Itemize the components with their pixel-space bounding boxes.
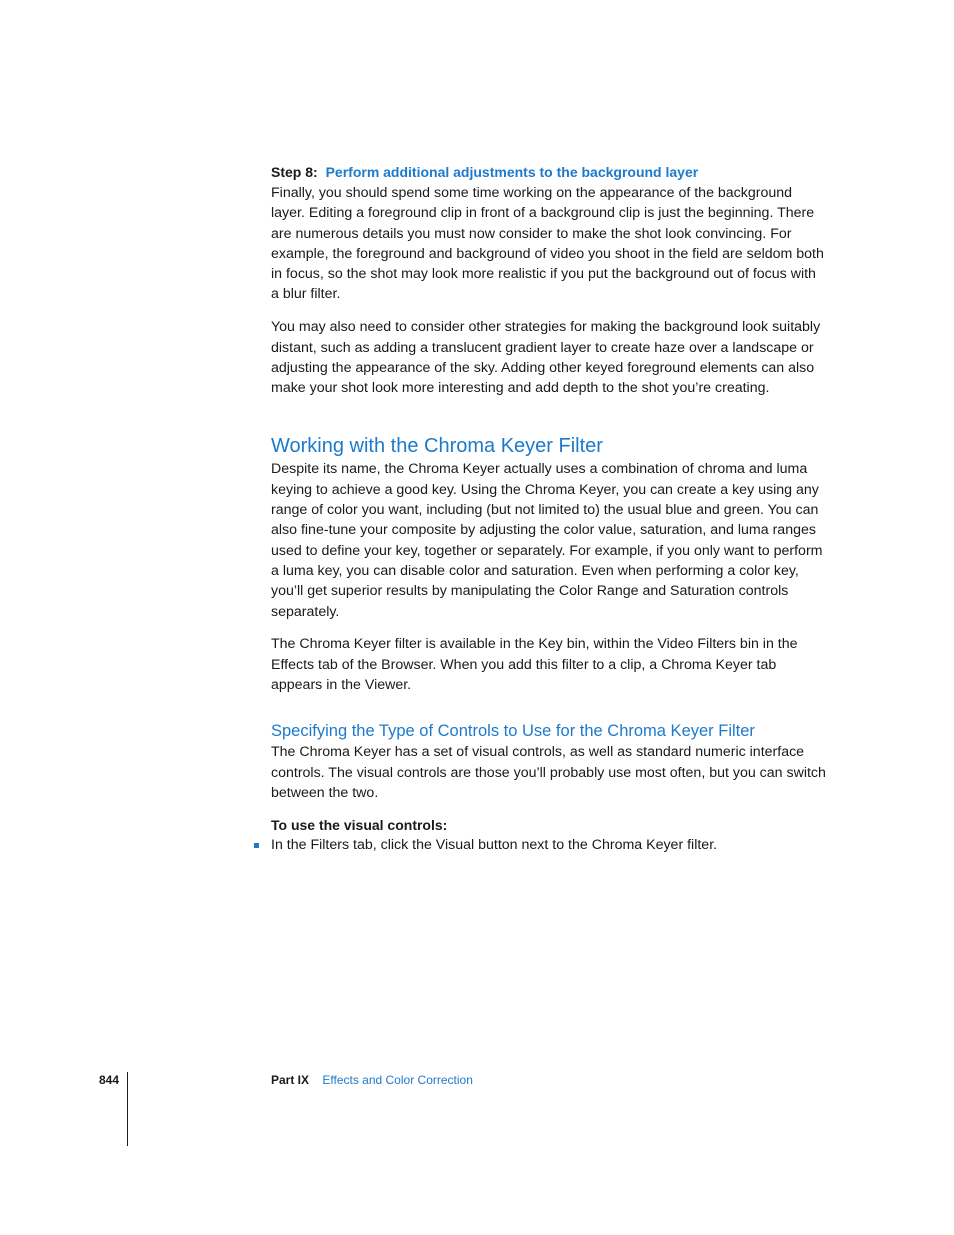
- footer-part: [271, 1072, 473, 1088]
- section-paragraph-1: Despite its name, the Chroma Keyer actually uses a combination of chroma and luma keying to achieve a good key. Using the Chroma Keyer, you can create a key using any range of color you want, including (but not limited to) the usual blue and green. You can also fine-tune your composite by adjusting the color value, saturation, and luma ranges used to define your key, together or separately. For example, if you only want to perform a luma key, you can disable color and saturation. Even when performing a color key, you’ll get superior results by manipulating the Color Range and Saturation controls separately.: [271, 461, 823, 620]
- part-title: Effects and Color Correction: [322, 1073, 473, 1087]
- step-paragraph-2: You may also need to consider other strategies for making the background look suitably distant, such as adding a translucent gradient layer to create haze over a landscape or adjusting the appearance of the sky. Adding other keyed foreground elements can also make your shot look more interesting and add depth to the shot you’re creating.: [271, 319, 821, 397]
- procedure-heading: To use the visual controls:: [271, 817, 448, 834]
- part-label: Part IX: [271, 1073, 310, 1087]
- footer-divider: [127, 1072, 128, 1146]
- section-title: Working with the Chroma Keyer Filter: [271, 435, 603, 458]
- subsection-paragraph: The Chroma Keyer has a set of visual controls, as well as standard numeric interface controls. The visual controls are those you’ll probably use most often, but you can switch between the two.: [271, 744, 826, 801]
- step-title: Perform additional adjustments to the background layer: [325, 164, 699, 180]
- procedure-list: [271, 835, 827, 855]
- square-bullet-icon: [254, 843, 259, 848]
- list-item: [271, 835, 827, 855]
- page-content: [271, 162, 827, 855]
- step-heading: [271, 162, 827, 182]
- list-item-text: In the Filters tab, click the Visual button next to the Chroma Keyer filter.: [271, 837, 718, 854]
- page-number: 844: [99, 1073, 120, 1087]
- section-paragraph-2: The Chroma Keyer filter is available in the Key bin, within the Video Filters bin in the Effects tab of the Browser. When you add this filter to a clip, a Chroma Keyer tab appears in the Viewer.: [271, 636, 798, 693]
- subsection-title: Specifying the Type of Controls to Use for the Chroma Keyer Filter: [271, 722, 755, 741]
- step-paragraph-1: Finally, you should spend some time working on the appearance of the background layer. Editing a foreground clip in front of a background clip is just the beginning. There are numerous details you must now consider to make the shot look convincing. For example, the foreground and background of video you shoot in the field are seldom both in focus, so the shot may look more realistic if you put the background out of focus with a blur filter.: [271, 185, 824, 303]
- step-label: Step 8:: [271, 164, 318, 180]
